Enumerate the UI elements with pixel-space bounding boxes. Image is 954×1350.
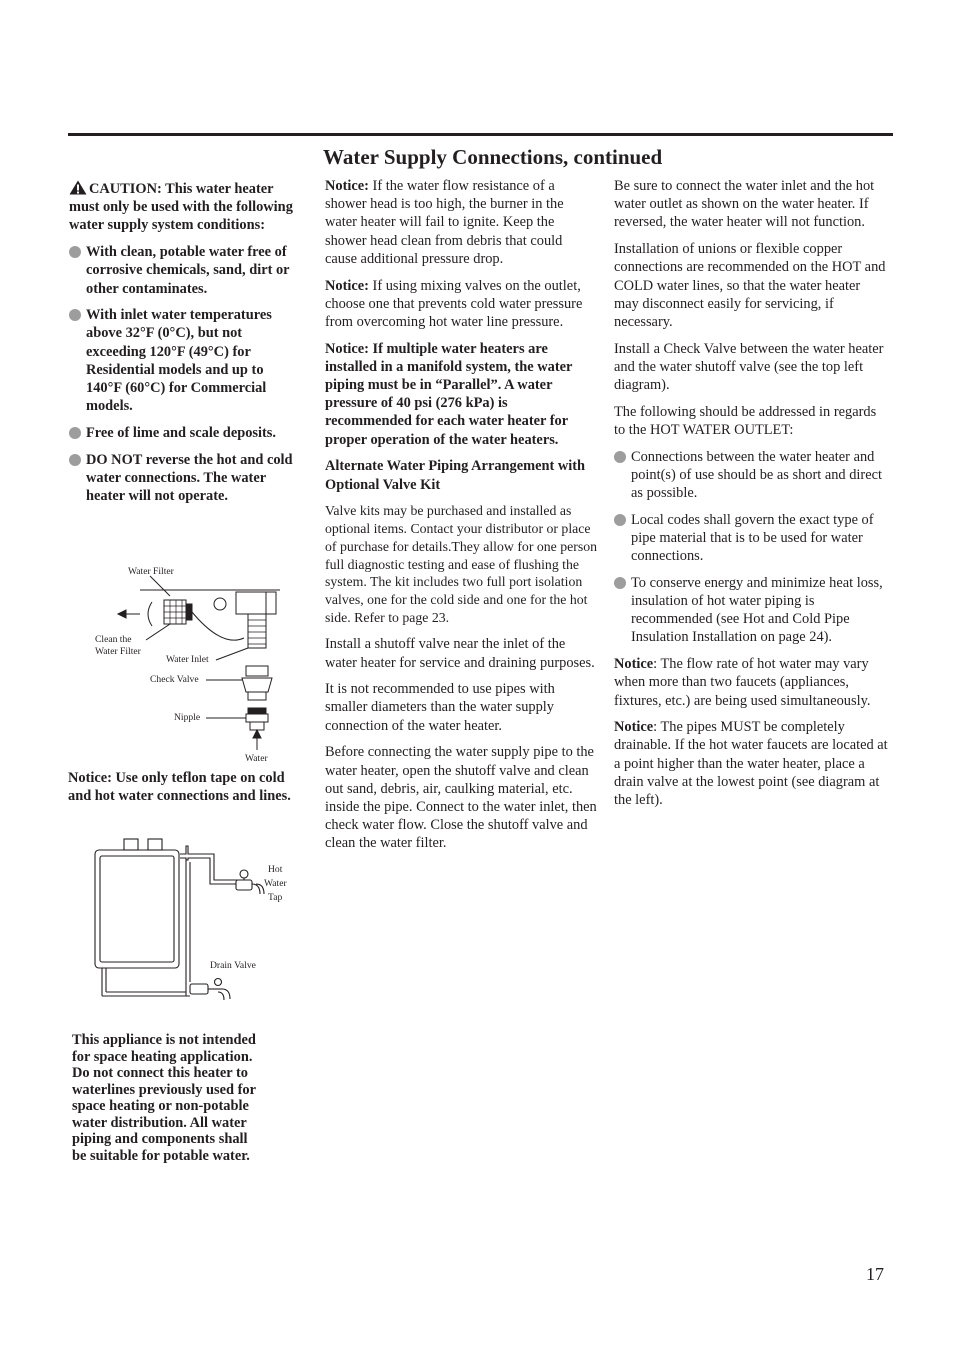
bullet-dot-icon bbox=[69, 454, 81, 466]
teflon-notice: Notice: Use only teflon tape on cold and hot water connections and lines. bbox=[68, 770, 291, 805]
shutoff-paragraph: Install a shutoff valve near the inlet of the water heater for service and draining purposes. bbox=[325, 636, 595, 671]
page-title: Water Supply Connections, continued bbox=[323, 145, 663, 169]
condition-bullet: DO NOT reverse the hot and cold water connections. The water heater will not operate. bbox=[69, 451, 301, 506]
caution-paragraph bbox=[69, 180, 301, 235]
bullet-dot-icon bbox=[614, 577, 626, 589]
bullet-dot-icon bbox=[614, 451, 626, 463]
label-hot-water: Water bbox=[264, 878, 287, 889]
label-tap: Tap bbox=[268, 892, 283, 903]
check-valve-paragraph: Install a Check Valve between the water heater and the water shutoff valve (see the top left diagram). bbox=[614, 340, 884, 394]
hot-outlet-bullet: Connections between the water heater and point(s) of use should be as short and direct as possible. bbox=[614, 448, 888, 503]
label-water: Water bbox=[245, 753, 268, 764]
middle-column bbox=[325, 177, 597, 861]
label-nipple: Nipple bbox=[174, 712, 201, 723]
condition-bullet: With inlet water temperatures above 32°F (0°C), but not exceeding 120°F (49°C) for Residential models and up to 140°F (60°C) for Commercial models. bbox=[69, 306, 301, 415]
bullet-dot-icon bbox=[614, 514, 626, 526]
label-water-filter: Water Filter bbox=[128, 566, 174, 577]
valve-kit-heading: Alternate Water Piping Arrangement with Optional Valve Kit bbox=[325, 458, 586, 493]
drainable-notice: Notice: The pipes MUST be completely drainable. If the hot water faucets are located at a point higher than the water heater, place a drain valve at the lowest point (see diagram at the left). bbox=[614, 719, 888, 809]
label-clean-filter-2: Water Filter bbox=[95, 646, 141, 657]
page-number: 17 bbox=[866, 1264, 884, 1284]
parallel-notice: Notice: If multiple water heaters are installed in a manifold system, the water piping must be in “Parallel”. A water pressure of 40 psi (276 kPa) is recommended for each water heater for proper operation of the water heaters. bbox=[325, 340, 573, 448]
space-heating-notice: This appliance is not intended for space heating application. Do not connect this heater to waterlines previously used for space heating or non-potable water distribution. All water piping and components shall be suitable for potable water. bbox=[72, 1032, 256, 1164]
bullet-dot-icon bbox=[69, 427, 81, 439]
drain-valve-diagram bbox=[90, 834, 300, 1009]
left-column bbox=[69, 180, 301, 514]
flow-rate-notice: Notice: The flow rate of hot water may vary when more than two faucets (appliances, fixtures, etc.) are being used simultaneously. bbox=[614, 656, 871, 709]
valve-kit-paragraph: Valve kits may be purchased and installed as optional items. Contact your distributor or place of purchase for details.They allow for one person full diagnostic testing and ease of flushing the system. The kit includes two full port isolation valves, one for the cold side and one for the hot side. Refer to page 23. bbox=[325, 503, 598, 626]
connecting-paragraph: Before connecting the water supply pipe to the water heater, open the shutoff valve and clean out sand, debris, air, caulking material, etc. inside the pipe. Connect to the water inlet, then check water flow. Close the shutoff valve and clean the water filter. bbox=[325, 744, 597, 852]
caution-text: CAUTION: This water heater must only be used with the following water supply system conditions: bbox=[69, 181, 293, 234]
water-inlet-diagram bbox=[80, 560, 300, 770]
condition-bullet: Free of lime and scale deposits. bbox=[69, 424, 301, 442]
label-drain-valve: Drain Valve bbox=[210, 960, 256, 971]
hot-outlet-bullet: Local codes shall govern the exact type of pipe material that is to be used for water connections. bbox=[614, 511, 888, 566]
top-rule bbox=[68, 133, 893, 136]
water-inlet-illustration bbox=[80, 560, 300, 770]
bullet-dot-icon bbox=[69, 246, 81, 258]
label-clean-filter-1: Clean the bbox=[95, 634, 132, 645]
label-water-inlet: Water Inlet bbox=[166, 654, 209, 665]
bullet-dot-icon bbox=[69, 309, 81, 321]
shower-head-notice: Notice: If the water flow resistance of a shower head is too high, the burner in the water heater will fail to ignite. Keep the shower head clean from debris that could cause additional pressure drop. bbox=[325, 178, 564, 267]
label-hot: Hot bbox=[268, 864, 283, 875]
drain-valve-illustration bbox=[90, 834, 300, 1009]
right-column bbox=[614, 177, 888, 818]
inlet-outlet-paragraph: Be sure to connect the water inlet and the hot water outlet as shown on the water heater. If reversed, the water heater will not function. bbox=[614, 178, 875, 231]
unions-paragraph: Installation of unions or flexible copper connections are recommended on the HOT and COLD water lines, so that the water heater may disconnect easily for servicing, if necessary. bbox=[614, 241, 886, 330]
hot-outlet-bullet: To conserve energy and minimize heat loss, insulation of hot water piping is recommended (see Hot and Cold Pipe Insulation Installation on page 24). bbox=[614, 574, 888, 647]
label-check-valve: Check Valve bbox=[150, 674, 199, 685]
condition-bullet: With clean, potable water free of corrosive chemicals, sand, dirt or other contaminates. bbox=[69, 243, 301, 298]
hot-outlet-intro: The following should be addressed in regards to the HOT WATER OUTLET: bbox=[614, 403, 877, 438]
mixing-valve-notice: Notice: If using mixing valves on the outlet, choose one that prevents cold water pressure from overcoming hot water line pressure. bbox=[325, 277, 583, 330]
warning-triangle-icon bbox=[69, 180, 87, 195]
pipe-diameter-paragraph: It is not recommended to use pipes with smaller diameters than the water supply connection of the water heater. bbox=[325, 681, 555, 734]
